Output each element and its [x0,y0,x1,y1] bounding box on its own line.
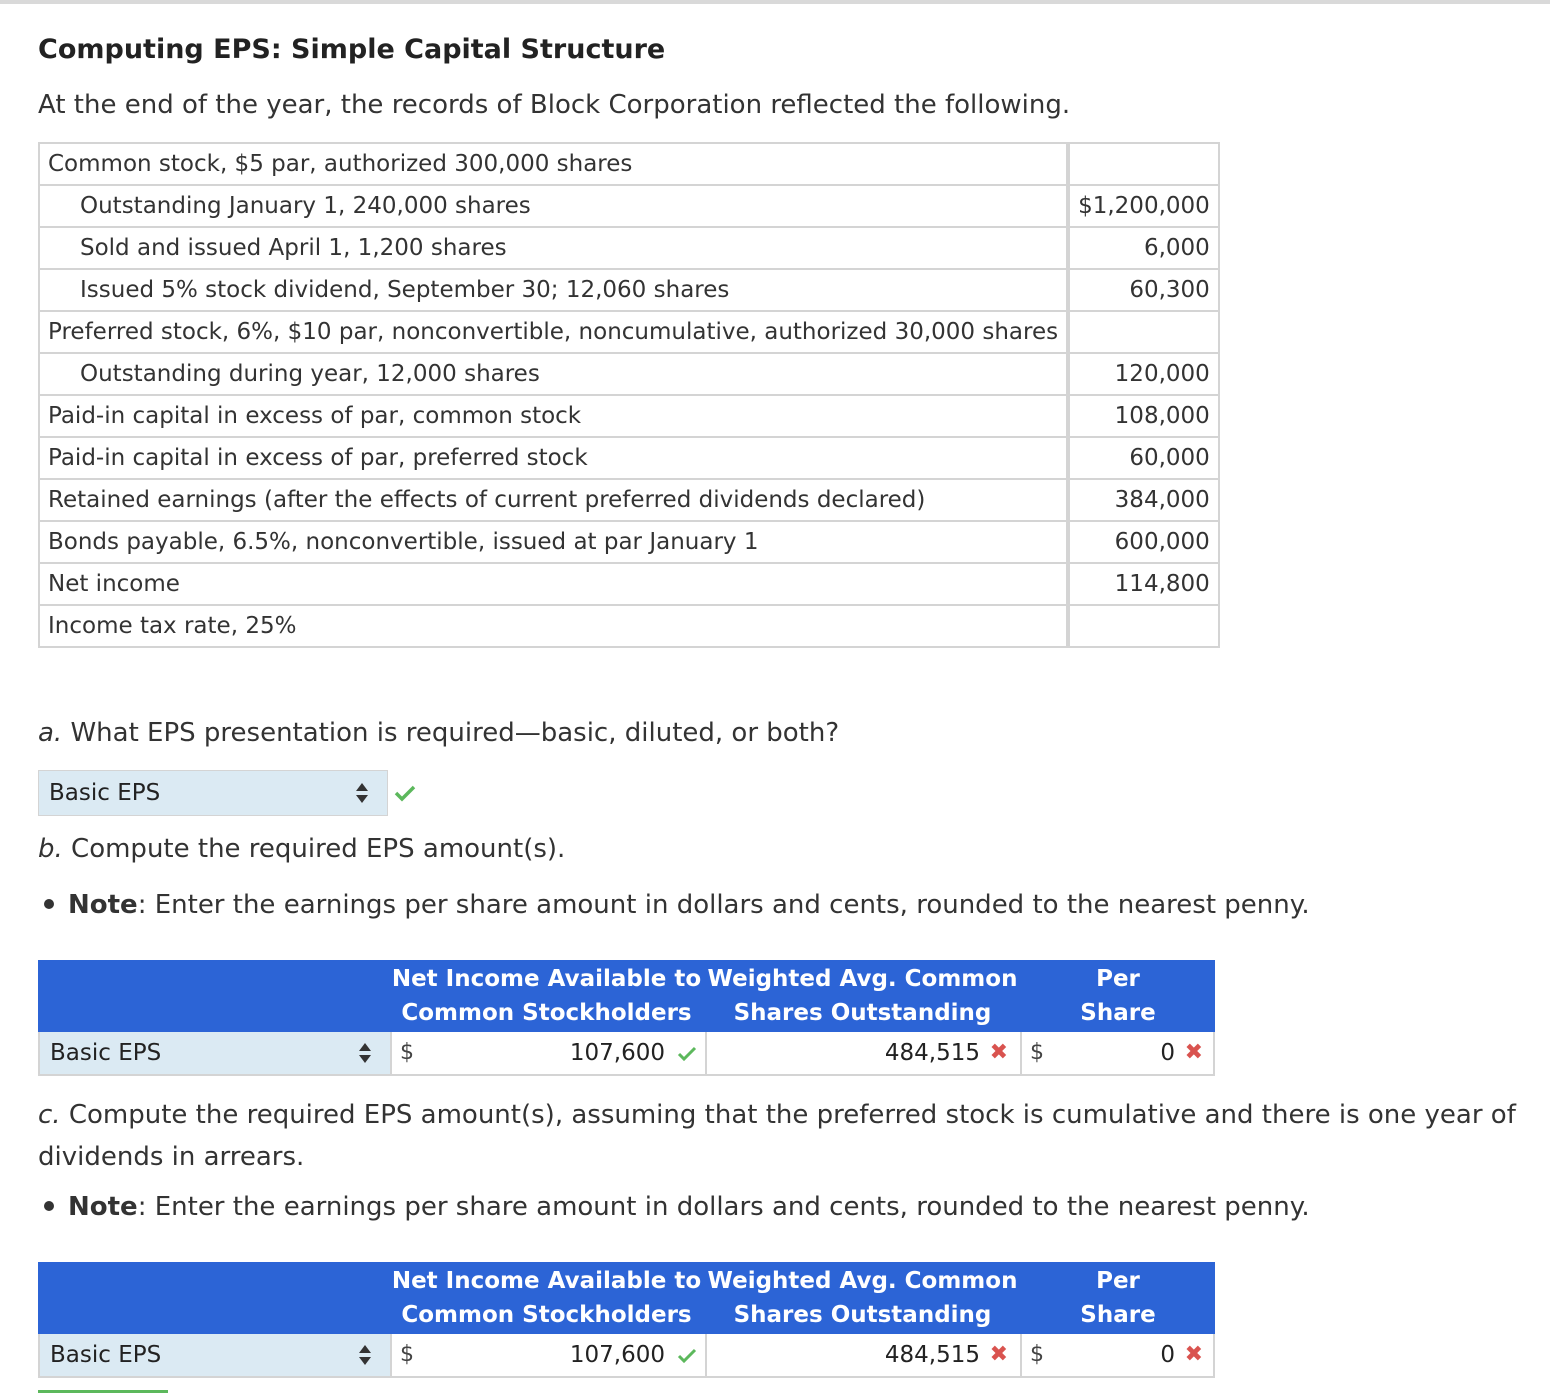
question-c-line [38,1094,1518,1136]
header-net-income [388,962,705,1030]
net-income-value: 107,600 [569,1040,665,1066]
table-row [39,605,1219,647]
per-share-input[interactable] [1022,1334,1217,1376]
header-line: Weighted Avg. Common [707,1268,1018,1294]
note-c [38,1192,1310,1222]
question-c [38,1094,1518,1178]
question-text: Compute the required EPS amount(s), assuming that the preferred stock is cumulative and there is one year of [60,1100,1516,1130]
select-arrows-icon [358,1344,372,1366]
bullet-icon [44,1201,54,1211]
fact-label: Retained earnings (after the effects of current preferred dividends declared) [39,479,1068,521]
fact-amount [1068,311,1219,353]
currency-symbol: $ [400,1040,414,1065]
select-arrows-icon [355,782,369,804]
header-per-share [1058,962,1178,1030]
header-line: Common Stockholders [401,1000,692,1026]
question-letter: b. [38,834,63,864]
fact-label: Outstanding January 1, 240,000 shares [39,185,1068,227]
per-share-input[interactable] [1022,1032,1217,1074]
weighted-shares-value: 484,515 [884,1342,980,1368]
select-value: Basic EPS [49,780,161,806]
fact-label: Outstanding during year, 12,000 shares [39,353,1068,395]
question-letter: a. [38,718,63,748]
top-border [0,0,1550,4]
fact-label: Bonds payable, 6.5%, nonconvertible, issued at par January 1 [39,521,1068,563]
note-label: Note [68,890,138,920]
correct-check-icon [677,1348,697,1364]
header-line: Share [1080,1302,1156,1328]
net-income-input[interactable] [390,1032,707,1074]
facts-table [38,142,1220,648]
header-line: Per [1096,966,1140,992]
header-weighted-shares [705,1264,1020,1332]
per-share-value: 0 [1160,1040,1175,1066]
header-net-income [388,1264,705,1332]
select-value: Basic EPS [50,1040,162,1066]
fact-amount [1068,605,1219,647]
net-income-input[interactable] [390,1334,707,1376]
fact-amount: 114,800 [1068,563,1219,605]
table-row [39,227,1219,269]
note-label: Note [68,1192,138,1222]
table-row [39,185,1219,227]
weighted-shares-input[interactable] [707,1334,1022,1376]
table-row [39,143,1219,185]
fact-label: Sold and issued April 1, 1,200 shares [39,227,1068,269]
header-line: Net Income Available to [391,966,702,992]
header-line: Per [1096,1268,1140,1294]
table-row [39,521,1219,563]
weighted-shares-input[interactable] [707,1032,1022,1074]
fact-label: Preferred stock, 6%, $10 par, nonconvertible, noncumulative, authorized 30,000 shares [39,311,1068,353]
net-income-value: 107,600 [569,1342,665,1368]
correct-check-icon [394,784,416,802]
header-line: Common Stockholders [401,1302,692,1328]
fact-amount: 6,000 [1068,227,1219,269]
weighted-shares-value: 484,515 [884,1040,980,1066]
table-row [39,311,1219,353]
question-letter: c. [38,1100,61,1130]
fact-label: Common stock, $5 par, authorized 300,000 shares [39,143,1068,185]
incorrect-x-icon: ✖ [989,1040,1008,1065]
eps-table-b [38,960,1215,1076]
fact-amount: 600,000 [1068,521,1219,563]
table-row [39,437,1219,479]
eps-header [38,1262,1215,1334]
currency-symbol: $ [1030,1342,1044,1367]
header-line: Share [1080,1000,1156,1026]
table-row [38,1032,1215,1076]
correct-check-icon [677,1046,697,1062]
header-line: Net Income Available to [391,1268,702,1294]
table-row [39,395,1219,437]
note-text: : Enter the earnings per share amount in dollars and cents, rounded to the nearest penny. [137,890,1310,920]
fact-amount: 108,000 [1068,395,1219,437]
table-row [39,479,1219,521]
fact-amount: 384,000 [1068,479,1219,521]
header-line: Shares Outstanding [733,1000,992,1026]
header-per-share [1058,1264,1178,1332]
fact-label: Paid-in capital in excess of par, common stock [39,395,1068,437]
intro-text: At the end of the year, the records of Block Corporation reflected the following. [38,90,1071,120]
currency-symbol: $ [1030,1040,1044,1065]
incorrect-x-icon: ✖ [1184,1342,1203,1367]
select-arrows-icon [358,1042,372,1064]
eps-type-select[interactable] [40,1032,390,1074]
fact-amount: 60,300 [1068,269,1219,311]
eps-presentation-select[interactable] [38,770,388,816]
table-row [38,1334,1215,1378]
fact-amount: 60,000 [1068,437,1219,479]
incorrect-x-icon: ✖ [1184,1040,1203,1065]
eps-header [38,960,1215,1032]
question-c-line: dividends in arrears. [38,1142,305,1172]
table-row [39,269,1219,311]
header-weighted-shares [705,962,1020,1030]
note-text: : Enter the earnings per share amount in dollars and cents, rounded to the nearest penny. [137,1192,1310,1222]
question-text: Compute the required EPS amount(s). [62,834,566,864]
fact-label: Issued 5% stock dividend, September 30; 12,060 shares [39,269,1068,311]
fact-amount: 120,000 [1068,353,1219,395]
fact-label: Income tax rate, 25% [39,605,1068,647]
fact-amount [1068,143,1219,185]
fact-label: Net income [39,563,1068,605]
currency-symbol: $ [400,1342,414,1367]
table-row [39,353,1219,395]
per-share-value: 0 [1160,1342,1175,1368]
note-b [38,890,1310,920]
header-line: Shares Outstanding [733,1302,992,1328]
header-line: Weighted Avg. Common [707,966,1018,992]
incorrect-x-icon: ✖ [989,1342,1008,1367]
eps-table-c [38,1262,1215,1378]
fact-amount: $1,200,000 [1068,185,1219,227]
question-b [38,834,565,864]
page-title: Computing EPS: Simple Capital Structure [38,34,666,65]
eps-type-select[interactable] [40,1334,390,1376]
fact-label: Paid-in capital in excess of par, preferred stock [39,437,1068,479]
bullet-icon [44,899,54,909]
question-a [38,718,839,748]
table-row [39,563,1219,605]
progress-indicator [38,1390,168,1393]
select-value: Basic EPS [50,1342,162,1368]
question-text: What EPS presentation is required—basic, diluted, or both? [62,718,840,748]
